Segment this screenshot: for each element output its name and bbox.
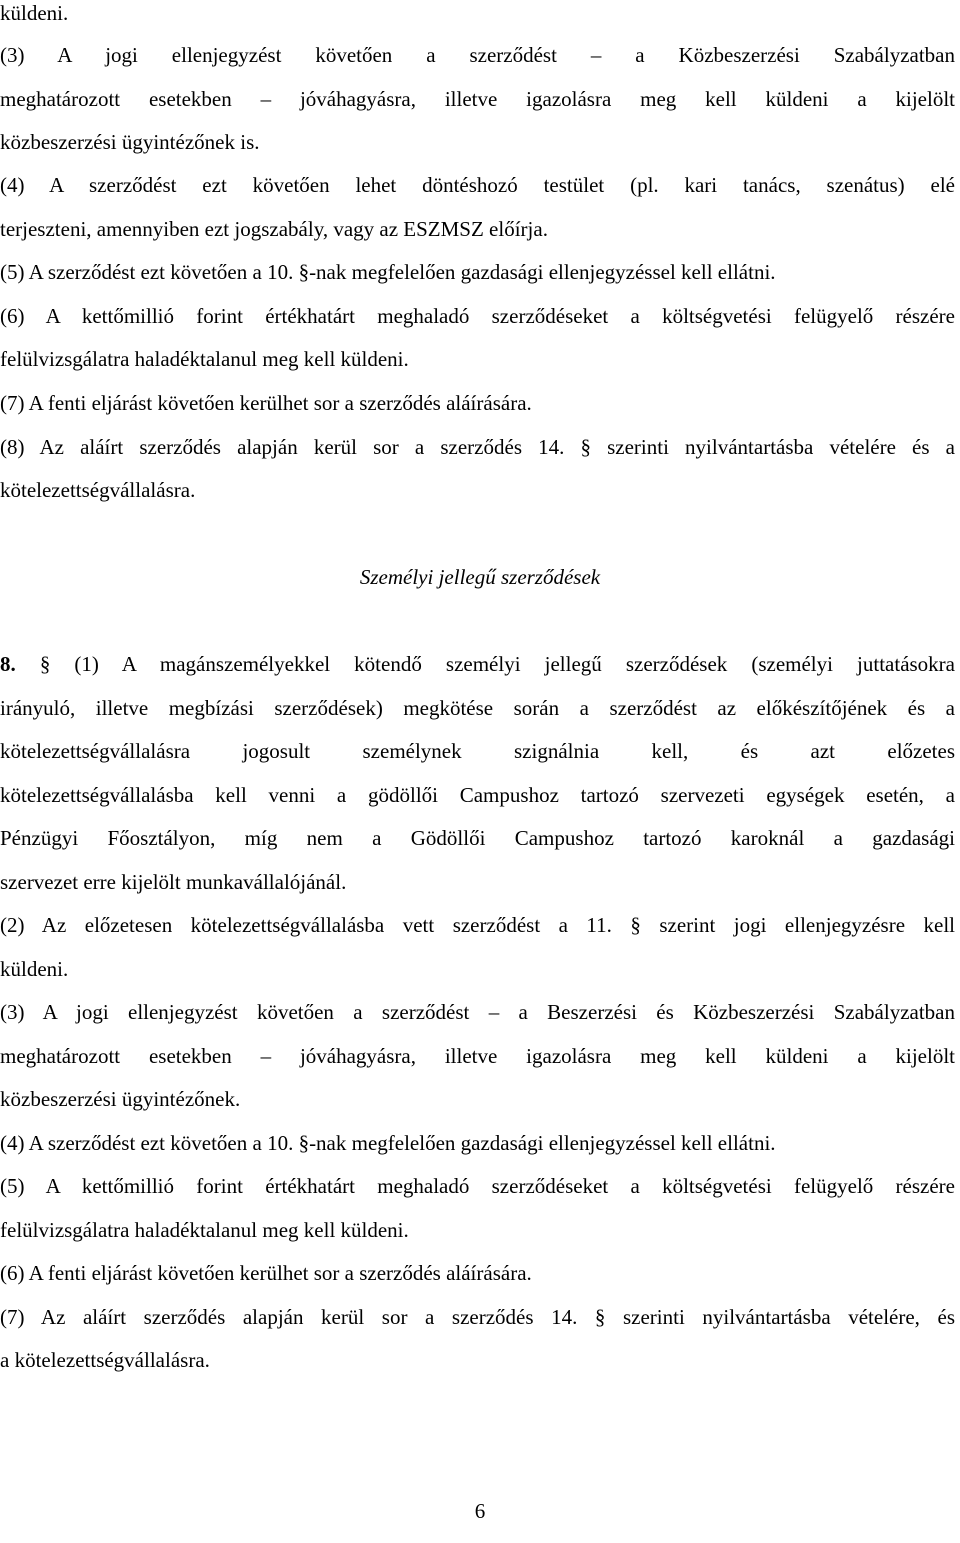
text-line: felülvizsgálatra haladéktalanul meg kell küldeni. <box>0 347 409 371</box>
section-first-line <box>0 651 955 677</box>
text-line: kötelezettségvállalásra jogosult személynek szignálnia kell, és azt előzetes <box>0 739 955 763</box>
text-line: (5) A szerződést ezt követően a 10. §-nak megfelelően gazdasági ellenjegyzéssel kell ellátni. <box>0 260 776 284</box>
text-line: kötelezettségvállalásba kell venni a gödöllői Campushoz tartozó szervezeti egységek esetén, a <box>0 783 955 807</box>
text-line: szervezet erre kijelölt munkavállalójánál. <box>0 870 347 894</box>
text-line: (6) A fenti eljárást követően kerülhet sor a szerződés aláírására. <box>0 1261 532 1285</box>
text-line: (3) A jogi ellenjegyzést követően a szerződést – a Beszerzési és Közbeszerzési Szabályzatban <box>0 1000 955 1024</box>
text-line: a kötelezettségvállalásra. <box>0 1348 210 1372</box>
text-line: küldeni. <box>0 1 69 25</box>
text-line: (7) Az aláírt szerződés alapján kerül sor a szerződés 14. § szerinti nyilvántartásba vételére, és <box>0 1305 955 1329</box>
page-number: 6 <box>474 1499 486 1523</box>
text-line: (2) Az előzetesen kötelezettségvállalásba vett szerződést a 11. § szerint jogi ellenjegyzésre kell <box>0 913 955 937</box>
text-line: közbeszerzési ügyintézőnek. <box>0 1087 241 1111</box>
text-line: felülvizsgálatra haladéktalanul meg kell küldeni. <box>0 1218 409 1242</box>
text-line: meghatározott esetekben – jóváhagyásra, illetve igazolásra meg kell küldeni a kijelölt <box>0 1044 955 1068</box>
section-number: 8. <box>0 652 16 676</box>
text-line: Pénzügyi Főosztályon, míg nem a Gödöllői Campushoz tartozó karoknál a gazdasági <box>0 826 955 850</box>
text-line: küldeni. <box>0 957 69 981</box>
text-line: közbeszerzési ügyintézőnek is. <box>0 130 260 154</box>
text-line: (4) A szerződést ezt követően lehet döntéshozó testület (pl. kari tanács, szenátus) elé <box>0 173 955 197</box>
text-line: (5) A kettőmillió forint értékhatárt meghaladó szerződéseket a költségvetési felügyelő részére <box>0 1174 955 1198</box>
section-heading: Személyi jellegű szerződések <box>359 565 601 589</box>
text-line: kötelezettségvállalásra. <box>0 478 196 502</box>
text-line: terjeszteni, amennyiben ezt jogszabály, vagy az ESZMSZ előírja. <box>0 217 548 241</box>
text-line: (7) A fenti eljárást követően kerülhet sor a szerződés aláírására. <box>0 391 532 415</box>
text-line: (4) A szerződést ezt követően a 10. §-nak megfelelően gazdasági ellenjegyzéssel kell ellátni. <box>0 1131 776 1155</box>
text-line: (3) A jogi ellenjegyzést követően a szerződést – a Közbeszerzési Szabályzatban <box>0 43 955 67</box>
section-first-line-text: § (1) A magánszemélyekkel kötendő személyi jellegű szerződések (személyi juttatásokra <box>39 652 956 676</box>
text-line: meghatározott esetekben – jóváhagyásra, illetve igazolásra meg kell küldeni a kijelölt <box>0 87 955 111</box>
text-line: (8) Az aláírt szerződés alapján kerül sor a szerződés 14. § szerinti nyilvántartásba vételére és a <box>0 435 955 459</box>
text-line: irányuló, illetve megbízási szerződések) megkötése során a szerződést az előkészítőjének és a <box>0 696 955 720</box>
text-line: (6) A kettőmillió forint értékhatárt meghaladó szerződéseket a költségvetési felügyelő részére <box>0 304 955 328</box>
